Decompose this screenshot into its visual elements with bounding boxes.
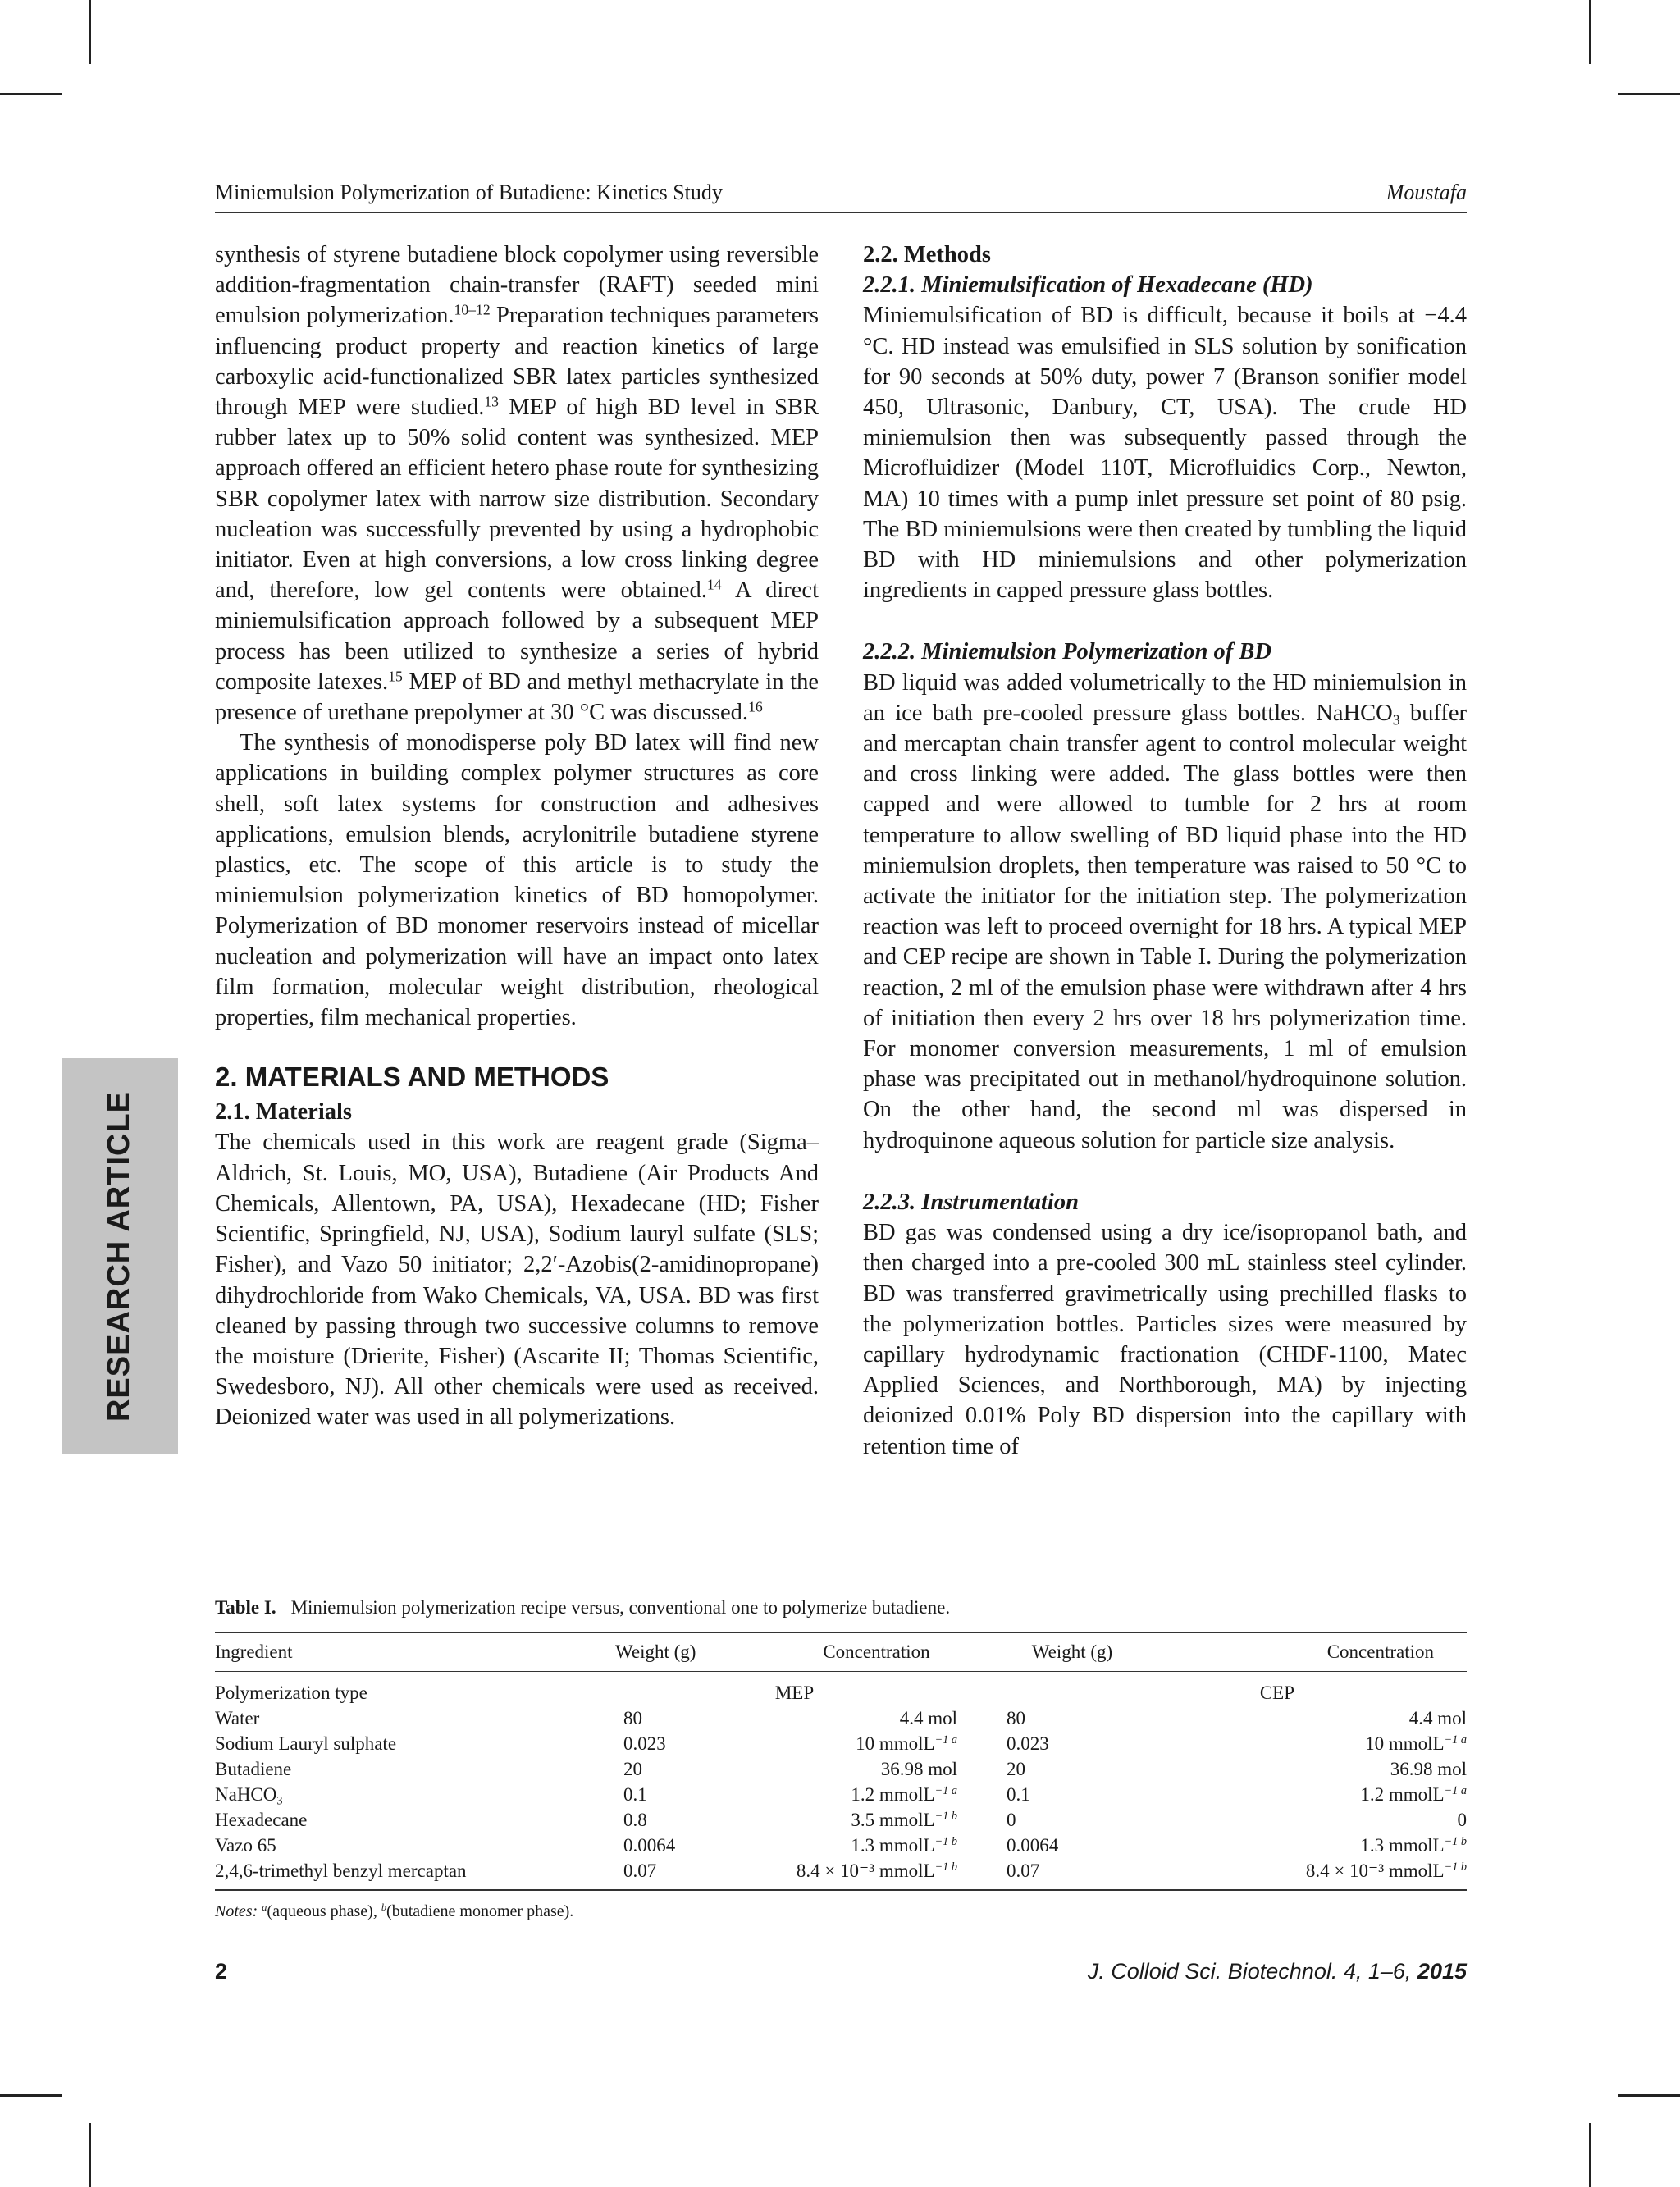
weight-cell: 0.1 xyxy=(1007,1784,1030,1805)
weight-cell: 0.07 xyxy=(1007,1861,1040,1881)
weight-cell: 80 xyxy=(1007,1708,1025,1728)
ingredient-cell: Hexadecane xyxy=(215,1810,308,1830)
weight-cell: 0.0064 xyxy=(623,1835,676,1856)
table-notes: Notes: $^a$(aqueous phase), $^b$(butadiene monomer phase). xyxy=(215,1902,574,1920)
crop-mark xyxy=(0,93,62,95)
left-column xyxy=(215,240,819,1433)
table-row xyxy=(215,1807,1467,1833)
weight-cell: 0.1 xyxy=(623,1784,647,1805)
paragraph-miniemulsification: Miniemulsification of BD is difficult, because it boils at −4.4 °C. HD instead was emulsified in SLS solution by sonification for 90 seconds at 50% duty, power 7 (Branson sonifier model 450, Ultrasonic, Danbury, CT, USA). The crude HD miniemulsion then was subsequently passed through the Microfluidizer (Model 110T, Microfluidics Corp., Newton, MA) 10 times with a pump inlet pressure set point of 80 psig. The BD miniemulsions were then created by tumbling the liquid BD with HD miniemulsions and other polymerization ingredients in capped pressure glass bottles. xyxy=(863,303,1467,604)
table-row xyxy=(215,1756,1467,1782)
paragraph-materials: The chemicals used in this work are reagent grade (Sigma–Aldrich, St. Louis, MO, USA), Butadiene (Air Products And Chemicals, Allentown, PA, USA), Hexadecane (HD; Fisher Scientific, Springfield, NJ, USA), Sodium lauryl sulfate (SLS; Fisher), and Vazo 50 initiator; 2,2′-Azobis(2-amidinopropane) dihydrochloride from Wako Chemicals, VA, USA. BD was first cleaned by passing through two successive columns to remove the moisture (Drierite, Fisher) (Ascarite II; Thomas Scientific, Swedesboro, NJ). All other chemicals were used as received. Deionized water was used in all polymerizations. xyxy=(215,1130,819,1431)
section-title-materials-methods: 2. MATERIALS AND METHODS xyxy=(215,1062,609,1093)
concentration-cell: 1.2 mmolL$^{-1 a}$ xyxy=(1360,1784,1467,1805)
research-article-label: RESEARCH ARTICLE xyxy=(102,1090,137,1422)
citation: 15 xyxy=(388,668,403,685)
table-row xyxy=(215,1782,1467,1807)
ingredient-cell: NaHCO$_3$ xyxy=(215,1784,283,1808)
subsection-title-methods: 2.2. Methods xyxy=(863,242,991,267)
column-header: Ingredient xyxy=(215,1641,293,1662)
page-footer xyxy=(215,1959,1467,1984)
header-rule xyxy=(215,212,1467,213)
research-article-tab xyxy=(62,1058,178,1454)
crop-mark xyxy=(1618,93,1680,95)
concentration-cell: 1.3 mmolL$^{-1 b}$ xyxy=(1360,1835,1467,1856)
concentration-cell: 8.4 × 10⁻³ mmolL$^{-1 b}$ xyxy=(796,1861,957,1881)
paragraph-intro-continued: synthesis of styrene butadiene block copolymer using reversible addition-fragmentation chain-transfer (RAFT) seeded mini emulsion polymerization.$^{10-12}$ Preparation techniques parameters influencing product property and reaction kinetics of large carboxylic acid-functionalized SBR latex particles synthesized through MEP were studied.$^{13}$ MEP of high BD level in SBR rubber latex up to 50% solid content was synthesized. MEP approach offered an efficient hetero phase route for synthesizing SBR copolymer latex with narrow size distribution. Secondary nucleation was successfully prevented by using a hydrophobic initiator. Even at high conversions, a low cross linking degree and, therefore, low gel contents were obtained.$^{14}$ A direct miniemulsification approach followed by a subsequent MEP process has been utilized to synthesize a series of hybrid composite latexes.$^{15}$ MEP of BD and methyl methacrylate in the presence of urethane prepolymer at 30 °C was discussed.$^{16}$ xyxy=(215,242,819,726)
type-mep: MEP xyxy=(774,1682,815,1703)
citation: 10–12 xyxy=(454,301,491,318)
paragraph-polymerization: BD liquid was added volumetrically to the HD miniemulsion in an ice bath pre-cooled pressure glass bottles. NaHCO$_3$ buffer and mercaptan chain transfer agent to control molecular weight and cross linking were added. The glass bottles were then capped and were allowed to tumble for 2 hrs at room temperature to allow swelling of BD liquid phase into the HD miniemulsion droplets, then temperature was raised to 50 °C to activate the initiator for the initiation step. The polymerization reaction was left to proceed overnight for 18 hrs. A typical MEP and CEP recipe are shown in Table I. During the polymerization reaction, 2 ml of the emulsion phase were withdrawn after 4 hrs of initiation then every 2 hrs over 18 hrs polymerization time. For monomer conversion measurements, 1 ml of emulsion phase was precipitated out in methanol/hydroquinone solution. On the other hand, the second ml was dispersed in hydroquinone aqueous solution for particle size analysis. xyxy=(863,669,1468,1153)
weight-cell: 0.023 xyxy=(1007,1733,1049,1754)
journal-citation: J. Colloid Sci. Biotechnol. 4, 1–6, 2015 xyxy=(1087,1959,1467,1984)
table-row xyxy=(215,1731,1467,1756)
running-title: Miniemulsion Polymerization of Butadiene: Kinetics Study xyxy=(215,180,723,204)
crop-mark xyxy=(89,0,91,64)
concentration-cell: 10 mmolL$^{-1 a}$ xyxy=(856,1733,957,1754)
column-header: Concentration xyxy=(1326,1641,1434,1662)
heading-polymerization: 2.2.2. Miniemulsion Polymerization of BD xyxy=(863,639,1272,665)
recipe-table xyxy=(215,1632,1467,1891)
citation: 16 xyxy=(748,698,763,715)
recipe-table-block xyxy=(215,1597,1467,1921)
weight-cell: 80 xyxy=(623,1708,642,1728)
column-header: Weight (g) xyxy=(615,1641,696,1662)
citation: 13 xyxy=(484,393,499,410)
paragraph-instrumentation: BD gas was condensed using a dry ice/isopropanol bath, and then charged into a pre-cooled 300 mL stainless steel cylinder. BD was transferred gravimetrically using prechilled flasks to the polymerization bottles. Particles sizes were measured by capillary hydrodynamic fractionation (CHDF-1100, Matec Applied Sciences, and Northborough, MA) by injecting deionized 0.01% Poly BD dispersion into the capillary with retention time of xyxy=(863,1220,1467,1459)
concentration-cell: 36.98 mol xyxy=(1390,1759,1467,1779)
running-header xyxy=(215,180,1467,205)
heading-miniemulsification: 2.2.1. Miniemulsification of Hexadecane (HD) xyxy=(863,272,1313,299)
type-cep: CEP xyxy=(1259,1682,1294,1703)
table-row xyxy=(215,1705,1467,1731)
crop-mark xyxy=(1589,2123,1591,2187)
concentration-cell: 3.5 mmolL$^{-1 b}$ xyxy=(851,1810,957,1830)
weight-cell: 20 xyxy=(1007,1759,1025,1779)
paragraph-scope: The synthesis of monodisperse poly BD latex will find new applications in building complex polymer structures as core shell, soft latex systems for construction and adhesives applications, emulsion blends, acrylonitrile butadiene styrene plastics, etc. The scope of this article is to study the miniemulsion polymerization kinetics of BD homopolymer. Polymerization of BD monomer reservoirs instead of micellar nucleation and polymerization will have an impact onto latex film formation, molecular weight distribution, rheological properties, film mechanical properties. xyxy=(215,730,819,1031)
crop-mark xyxy=(1589,0,1591,64)
table-caption: Table I. Miniemulsion polymerization recipe versus, conventional one to polymerize butadiene. xyxy=(215,1597,951,1618)
citation: 14 xyxy=(706,576,722,593)
table-row xyxy=(215,1680,1467,1705)
weight-cell: 20 xyxy=(623,1759,642,1779)
concentration-cell: 8.4 × 10⁻³ mmolL$^{-1 b}$ xyxy=(1305,1861,1467,1881)
ingredient-cell: Water xyxy=(215,1708,260,1728)
ingredient-cell: Vazo 65 xyxy=(215,1835,276,1856)
polymerization-type-label: Polymerization type xyxy=(215,1682,368,1703)
column-header: Weight (g) xyxy=(1031,1641,1113,1662)
concentration-cell: 4.4 mol xyxy=(899,1708,957,1728)
table-row xyxy=(215,1858,1467,1890)
right-column xyxy=(863,240,1467,1462)
concentration-cell: 4.4 mol xyxy=(1408,1708,1467,1728)
subsection-title-materials: 2.1. Materials xyxy=(215,1099,352,1125)
table-header-row xyxy=(215,1632,1467,1672)
concentration-cell: 0 xyxy=(1457,1810,1467,1830)
heading-instrumentation: 2.2.3. Instrumentation xyxy=(863,1189,1079,1215)
crop-mark xyxy=(89,2123,91,2187)
weight-cell: 0.0064 xyxy=(1007,1835,1059,1856)
concentration-cell: 10 mmolL$^{-1 a}$ xyxy=(1365,1733,1467,1754)
concentration-cell: 1.3 mmolL$^{-1 b}$ xyxy=(851,1835,957,1856)
page-number: 2 xyxy=(215,1959,228,1984)
ingredient-cell: 2,4,6-trimethyl benzyl mercaptan xyxy=(215,1861,467,1881)
weight-cell: 0.023 xyxy=(623,1733,666,1754)
concentration-cell: 36.98 mol xyxy=(880,1759,957,1779)
crop-mark xyxy=(0,2094,62,2097)
table-row xyxy=(215,1833,1467,1858)
weight-cell: 0 xyxy=(1007,1810,1016,1830)
ingredient-cell: Butadiene xyxy=(215,1759,292,1779)
concentration-cell: 1.2 mmolL$^{-1 a}$ xyxy=(851,1784,957,1805)
ingredient-cell: Sodium Lauryl sulphate xyxy=(215,1733,397,1754)
crop-mark xyxy=(1618,2094,1680,2097)
column-header: Concentration xyxy=(823,1641,930,1662)
weight-cell: 0.8 xyxy=(623,1810,647,1830)
running-author: Moustafa xyxy=(1386,180,1467,204)
weight-cell: 0.07 xyxy=(623,1861,657,1881)
